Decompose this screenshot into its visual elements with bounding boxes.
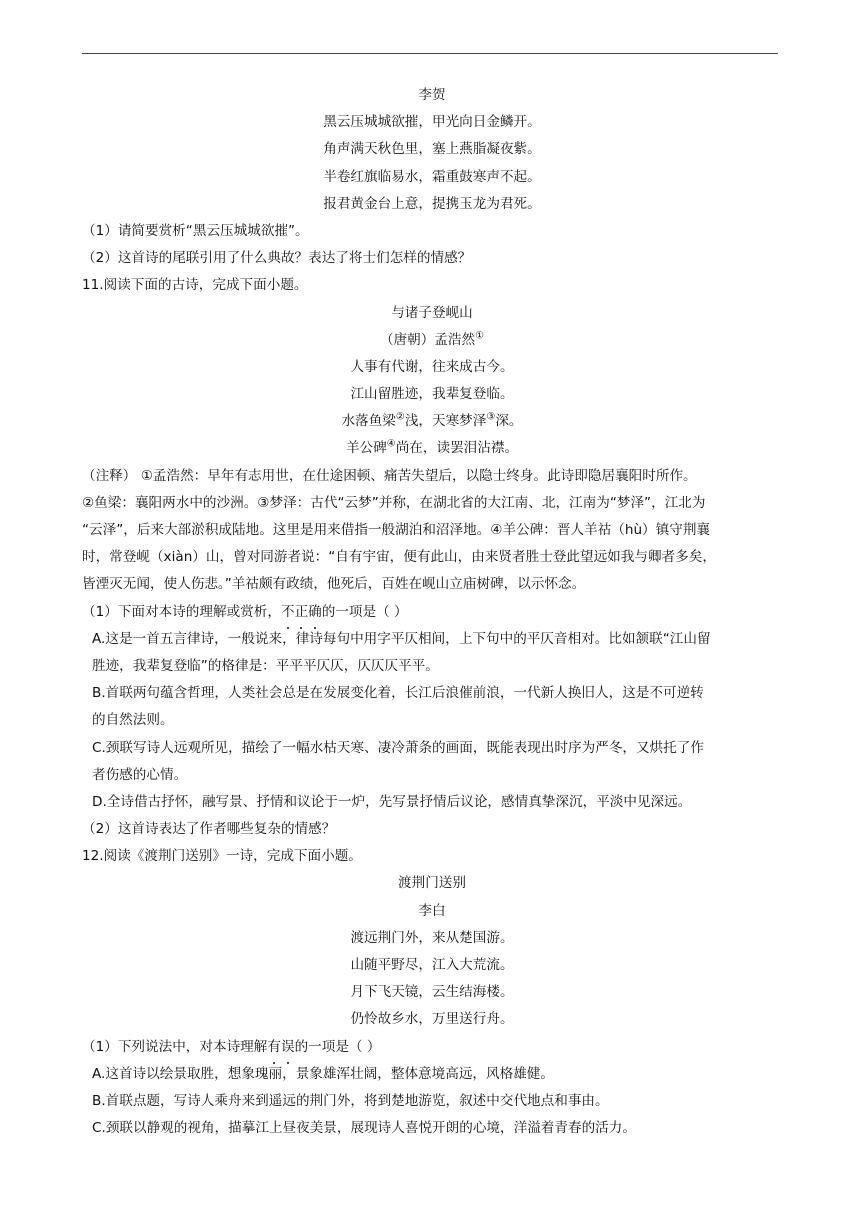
poem10-line-3: 半卷红旗临易水，霜重鼓寒声不起。 — [323, 168, 541, 185]
q11-note-line-2: ②鱼梁：襄阳两水中的沙洲。③梦泽：古代“云梦”并称，在湖北省的大江南、北，江南为“梦泽”，江北为 — [82, 494, 706, 511]
poem10-question-2: （2）这首诗的尾联引用了什么典故？表达了将士们怎样的情感？ — [82, 250, 472, 267]
q12-sub1-emphasis — [267, 1034, 294, 1061]
q12-poem-author: 李白 — [418, 902, 446, 919]
q11-poem-line-1: 人事有代谢，往来成古今。 — [350, 358, 514, 375]
q11-poem-line-4 — [82, 435, 782, 462]
q11-sub1-emphasis — [281, 599, 322, 626]
q11-intro: 11.阅读下面的古诗，完成下面小题。 — [82, 277, 308, 294]
poem10-question-1: （1）请简要赏析“黑云压城城欲摧”。 — [82, 222, 309, 239]
q11-line4-part-a: 羊公碑 — [345, 440, 387, 457]
poem10-line-1: 黑云压城城欲摧，甲光向日金鳞开。 — [323, 114, 541, 131]
q12-sub1-prefix: （1）下列说法中，对本诗理解 — [82, 1038, 268, 1055]
q11-poem-title: 与诸子登岘山 — [391, 304, 473, 321]
q11-option-b-line-2: 的自然法则。 — [92, 712, 174, 729]
emphasis-char: 正 — [295, 599, 309, 626]
q11-option-a-line-1: A.这是一首五言律诗，一般说来，律诗每句中用字平仄相间，上下句中的平仄音相对。比如颔联“江山留 — [92, 630, 711, 647]
q12-intro: 12.阅读《渡荆门送别》一诗，完成下面小题。 — [82, 848, 362, 865]
q11-option-c-line-1: C.颈联写诗人远观所见，描绘了一幅水枯天寒、凄冷萧条的画面，既能表现出时序为严冬，又烘托了作 — [92, 739, 704, 756]
q12-option-b: B.首联点题，写诗人乘舟来到遥远的荆门外，将到楚地游览，叙述中交代地点和事由。 — [92, 1092, 609, 1109]
q11-line4-part-b: 尚在，读罢泪沾襟。 — [395, 440, 519, 457]
poem10-line-2: 角声满天秋色里，塞上燕脂凝夜紫。 — [323, 141, 541, 158]
emphasis-char: 有 — [267, 1034, 281, 1061]
q12-option-c: C.颈联以静观的视角，描摹江上昼夜美景，展现诗人喜悦开朗的心境，洋溢着青春的活力。 — [92, 1120, 636, 1137]
q11-sub1-suffix: 的一项是（ ） — [321, 603, 408, 620]
poem10-line-4: 报君黄金台上意，提携玉龙为君死。 — [323, 195, 541, 212]
q11-note-line-4: 时，常登岘（xiàn）山，曾对同游者说：“自有宇宙，便有此山，由来贤者胜士登此望远如我与卿者多矣， — [82, 549, 716, 566]
q11-poem-line-2: 江山留胜迹，我辈复登临。 — [350, 386, 514, 403]
q12-poem-line-4: 仍怜故乡水，万里送行舟。 — [350, 1011, 514, 1028]
q11-subquestion-1 — [82, 599, 782, 626]
header-rule — [82, 53, 778, 54]
q11-sub1-prefix: （1）下面对本诗的理解或赏析， — [82, 603, 281, 620]
poem10-author: 李贺 — [418, 87, 446, 103]
q12-option-a: A.这首诗以绘景取胜，想象瑰丽，景象雄浑壮阔，整体意境高远，风格雄健。 — [92, 1065, 554, 1082]
q11-option-c-line-2: 者伤感的心情。 — [92, 766, 188, 783]
q12-sub1-suffix: 的一项是（ ） — [294, 1038, 381, 1055]
q11-note-line-5: 皆湮灭无闻，使人伤悲。”羊祜颇有政绩，他死后，百姓在岘山立庙树碑，以示怀念。 — [82, 576, 586, 593]
emphasis-char: 确 — [308, 599, 322, 626]
q11-line3-note-3: ③ — [486, 411, 496, 423]
q12-poem-line-1: 渡远荆门外，来从楚国游。 — [350, 929, 514, 946]
q12-poem-title: 渡荆门送别 — [398, 875, 466, 892]
q11-line3-part-a: 水落鱼梁 — [341, 413, 396, 430]
q11-subquestion-2: （2）这首诗表达了作者哪些复杂的情感？ — [82, 821, 336, 838]
q11-option-d: D.全诗借古抒怀，融写景、抒情和议论于一炉，先写景抒情后议论，感情真挚深沉，平淡中见深远。 — [92, 793, 692, 810]
emphasis-char: 误 — [281, 1034, 295, 1061]
document-body — [82, 82, 782, 1142]
q12-poem-line-2: 山随平野尽，江入大荒流。 — [350, 957, 514, 973]
q11-poem-author — [82, 327, 782, 354]
q11-line3-note-2: ② — [395, 411, 405, 423]
q11-option-a-line-2: 胜迹，我辈复登临”的格律是：平平平仄仄，仄仄仄平平。 — [92, 657, 439, 674]
q11-line3-part-c: 深。 — [495, 413, 523, 430]
q11-option-b-line-1: B.首联两句蕴含哲理，人类社会总是在发展变化着，长江后浪催前浪，一代新人换旧人，这是不可逆转 — [92, 685, 704, 702]
q12-poem-line-3: 月下飞天镜，云生结海楼。 — [350, 984, 514, 1001]
q11-line4-note-4: ④ — [386, 438, 396, 450]
q11-poem-line-3 — [82, 408, 782, 435]
q11-author-note-mark: ① — [475, 330, 485, 342]
q11-author-text: （唐朝）孟浩然 — [379, 331, 476, 348]
q11-note-line-3: “云泽”，后来大部淤积成陆地。这里是用来借指一般湖泊和沼泽地。④羊公碑：晋人羊祜（hù）镇守荆襄 — [82, 522, 711, 538]
q11-note-line-1: （注释） ①孟浩然：早年有志用世，在仕途困顿、痛苦失望后，以隐士终身。此诗即隐居襄阳时所作。 — [82, 467, 697, 484]
emphasis-char: 不 — [281, 599, 295, 626]
q12-subquestion-1 — [82, 1034, 782, 1061]
q11-line3-part-b: 浅，天寒梦泽 — [404, 413, 487, 430]
